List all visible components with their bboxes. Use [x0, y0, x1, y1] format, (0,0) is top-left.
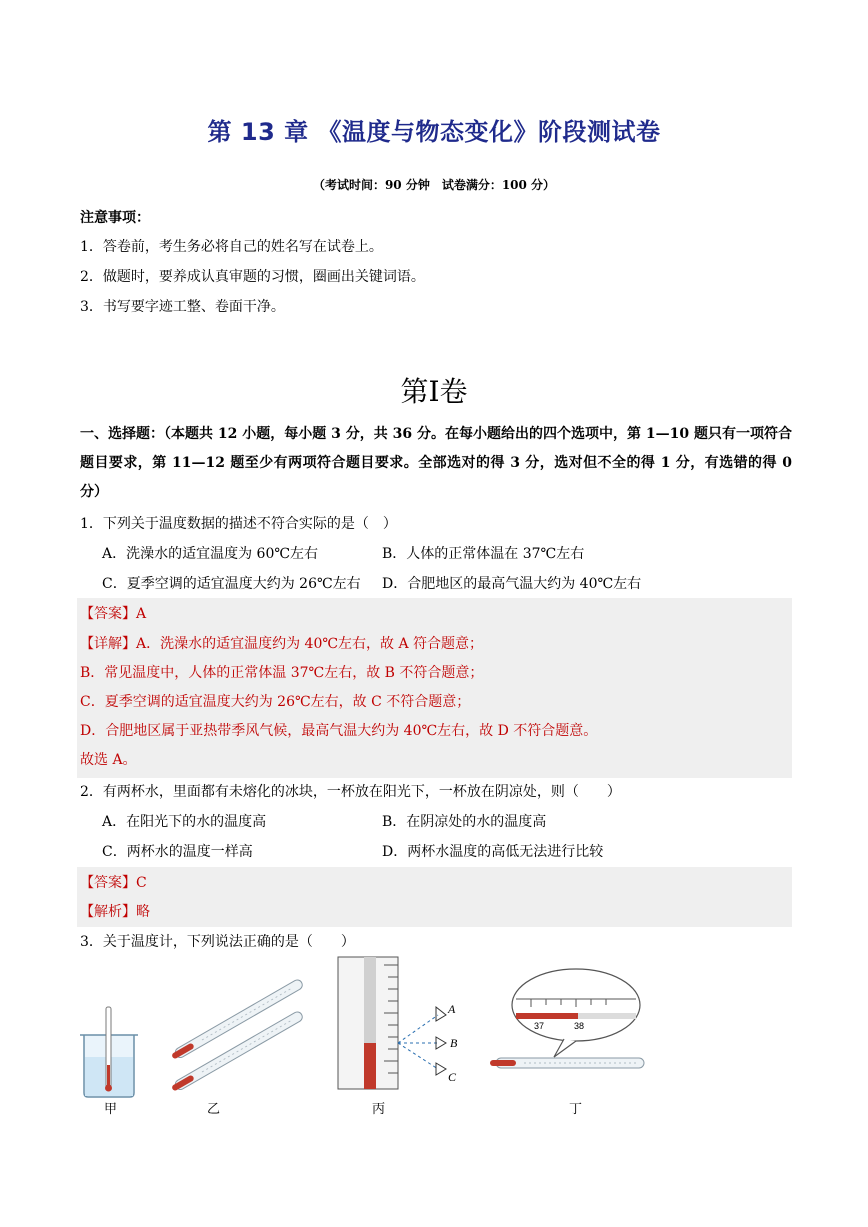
scale-label: 38 — [574, 1021, 585, 1031]
q2-option-d: D．两杯水温度的高低无法进行比较 — [382, 844, 604, 860]
notice-item: 2．做题时，要养成认真审题的习惯，圈画出关键词语。 — [80, 269, 425, 285]
reading-scale — [338, 957, 458, 1089]
beaker-with-thermometer — [80, 1007, 138, 1097]
notice-item: 3．书写要字迹工整、卷面干净。 — [80, 299, 285, 315]
eye-icon — [436, 1037, 446, 1049]
thermometer-illustration — [76, 955, 676, 1120]
clinical-thermometer-reading — [490, 969, 644, 1068]
q1-analysis-line: B．常见温度中，人体的正常体温 37℃左右，故 B 不符合题意； — [80, 665, 484, 681]
q1-answer: 【答案】A — [80, 606, 147, 622]
q1-option-b: B．人体的正常体温在 37℃左右 — [382, 546, 585, 562]
q1-analysis-line: 【详解】A．洗澡水的适宜温度约为 40℃左右，故 A 符合题意； — [80, 636, 484, 652]
eye-label: B — [450, 1036, 458, 1050]
notice-heading: 注意事项： — [80, 210, 150, 226]
q1-answer-box — [77, 598, 792, 778]
eye-icon — [436, 1007, 446, 1021]
q2-option-b: B．在阴凉处的水的温度高 — [382, 814, 547, 830]
eye-label: A — [448, 1002, 456, 1016]
q1-option-d: D．合肥地区的最高气温大约为 40℃左右 — [382, 576, 642, 592]
volume-title: 第Ⅰ卷 — [400, 375, 468, 408]
thermometer-figure — [76, 955, 676, 1120]
eye-icon — [436, 1063, 446, 1075]
figure-label-bing: 丙 — [372, 1102, 386, 1117]
question-1-stem: 1．下列关于温度数据的描述不符合实际的是（ ） — [80, 516, 397, 532]
figure-label-yi: 乙 — [207, 1102, 221, 1117]
q2-answer-box — [77, 867, 792, 927]
eye-label: C — [448, 1070, 457, 1084]
page-title: 第 13 章 《温度与物态变化》阶段测试卷 — [207, 118, 661, 146]
clinical-thermometers — [170, 978, 304, 1093]
exam-info: （考试时间：90 分钟 试卷满分：100 分） — [312, 178, 556, 192]
q1-option-a: A．洗澡水的适宜温度为 60℃左右 — [102, 546, 319, 562]
q1-analysis-line: 故选 A。 — [80, 752, 137, 768]
scale-label: 37 — [534, 1021, 545, 1031]
q2-answer: 【答案】C — [80, 875, 147, 891]
question-3-stem: 3．关于温度计，下列说法正确的是（ ） — [80, 934, 355, 950]
question-2-stem: 2．有两杯水，里面都有未熔化的冰块，一杯放在阳光下，一杯放在阴凉处，则（ ） — [80, 784, 621, 800]
figure-label-ding: 丁 — [569, 1102, 583, 1117]
figure-label-jia: 甲 — [104, 1102, 118, 1117]
notice-item: 1．答卷前，考生务必将自己的姓名写在试卷上。 — [80, 239, 383, 255]
q1-analysis-line: D．合肥地区属于亚热带季风气候，最高气温大约为 40℃左右，故 D 不符合题意。 — [80, 723, 598, 739]
q2-option-a: A．在阳光下的水的温度高 — [102, 814, 267, 830]
q1-option-c: C．夏季空调的适宜温度大约为 26℃左右 — [102, 576, 361, 592]
q2-analysis: 【解析】略 — [80, 904, 150, 920]
q1-analysis-line: C．夏季空调的适宜温度大约为 26℃左右，故 C 不符合题意； — [80, 694, 471, 710]
section-instructions: 一、选择题：（本题共 12 小题，每小题 3 分，共 36 分。在每小题给出的四个选项中，第 1—10 题只有一项符合题目要求，第 11—12 题至少有两项符合题目要求。全部选对的得 3 分，选对但不全的得 1 分，有选错的得 0 分） — [80, 426, 792, 500]
q2-option-c: C．两杯水的温度一样高 — [102, 844, 253, 860]
